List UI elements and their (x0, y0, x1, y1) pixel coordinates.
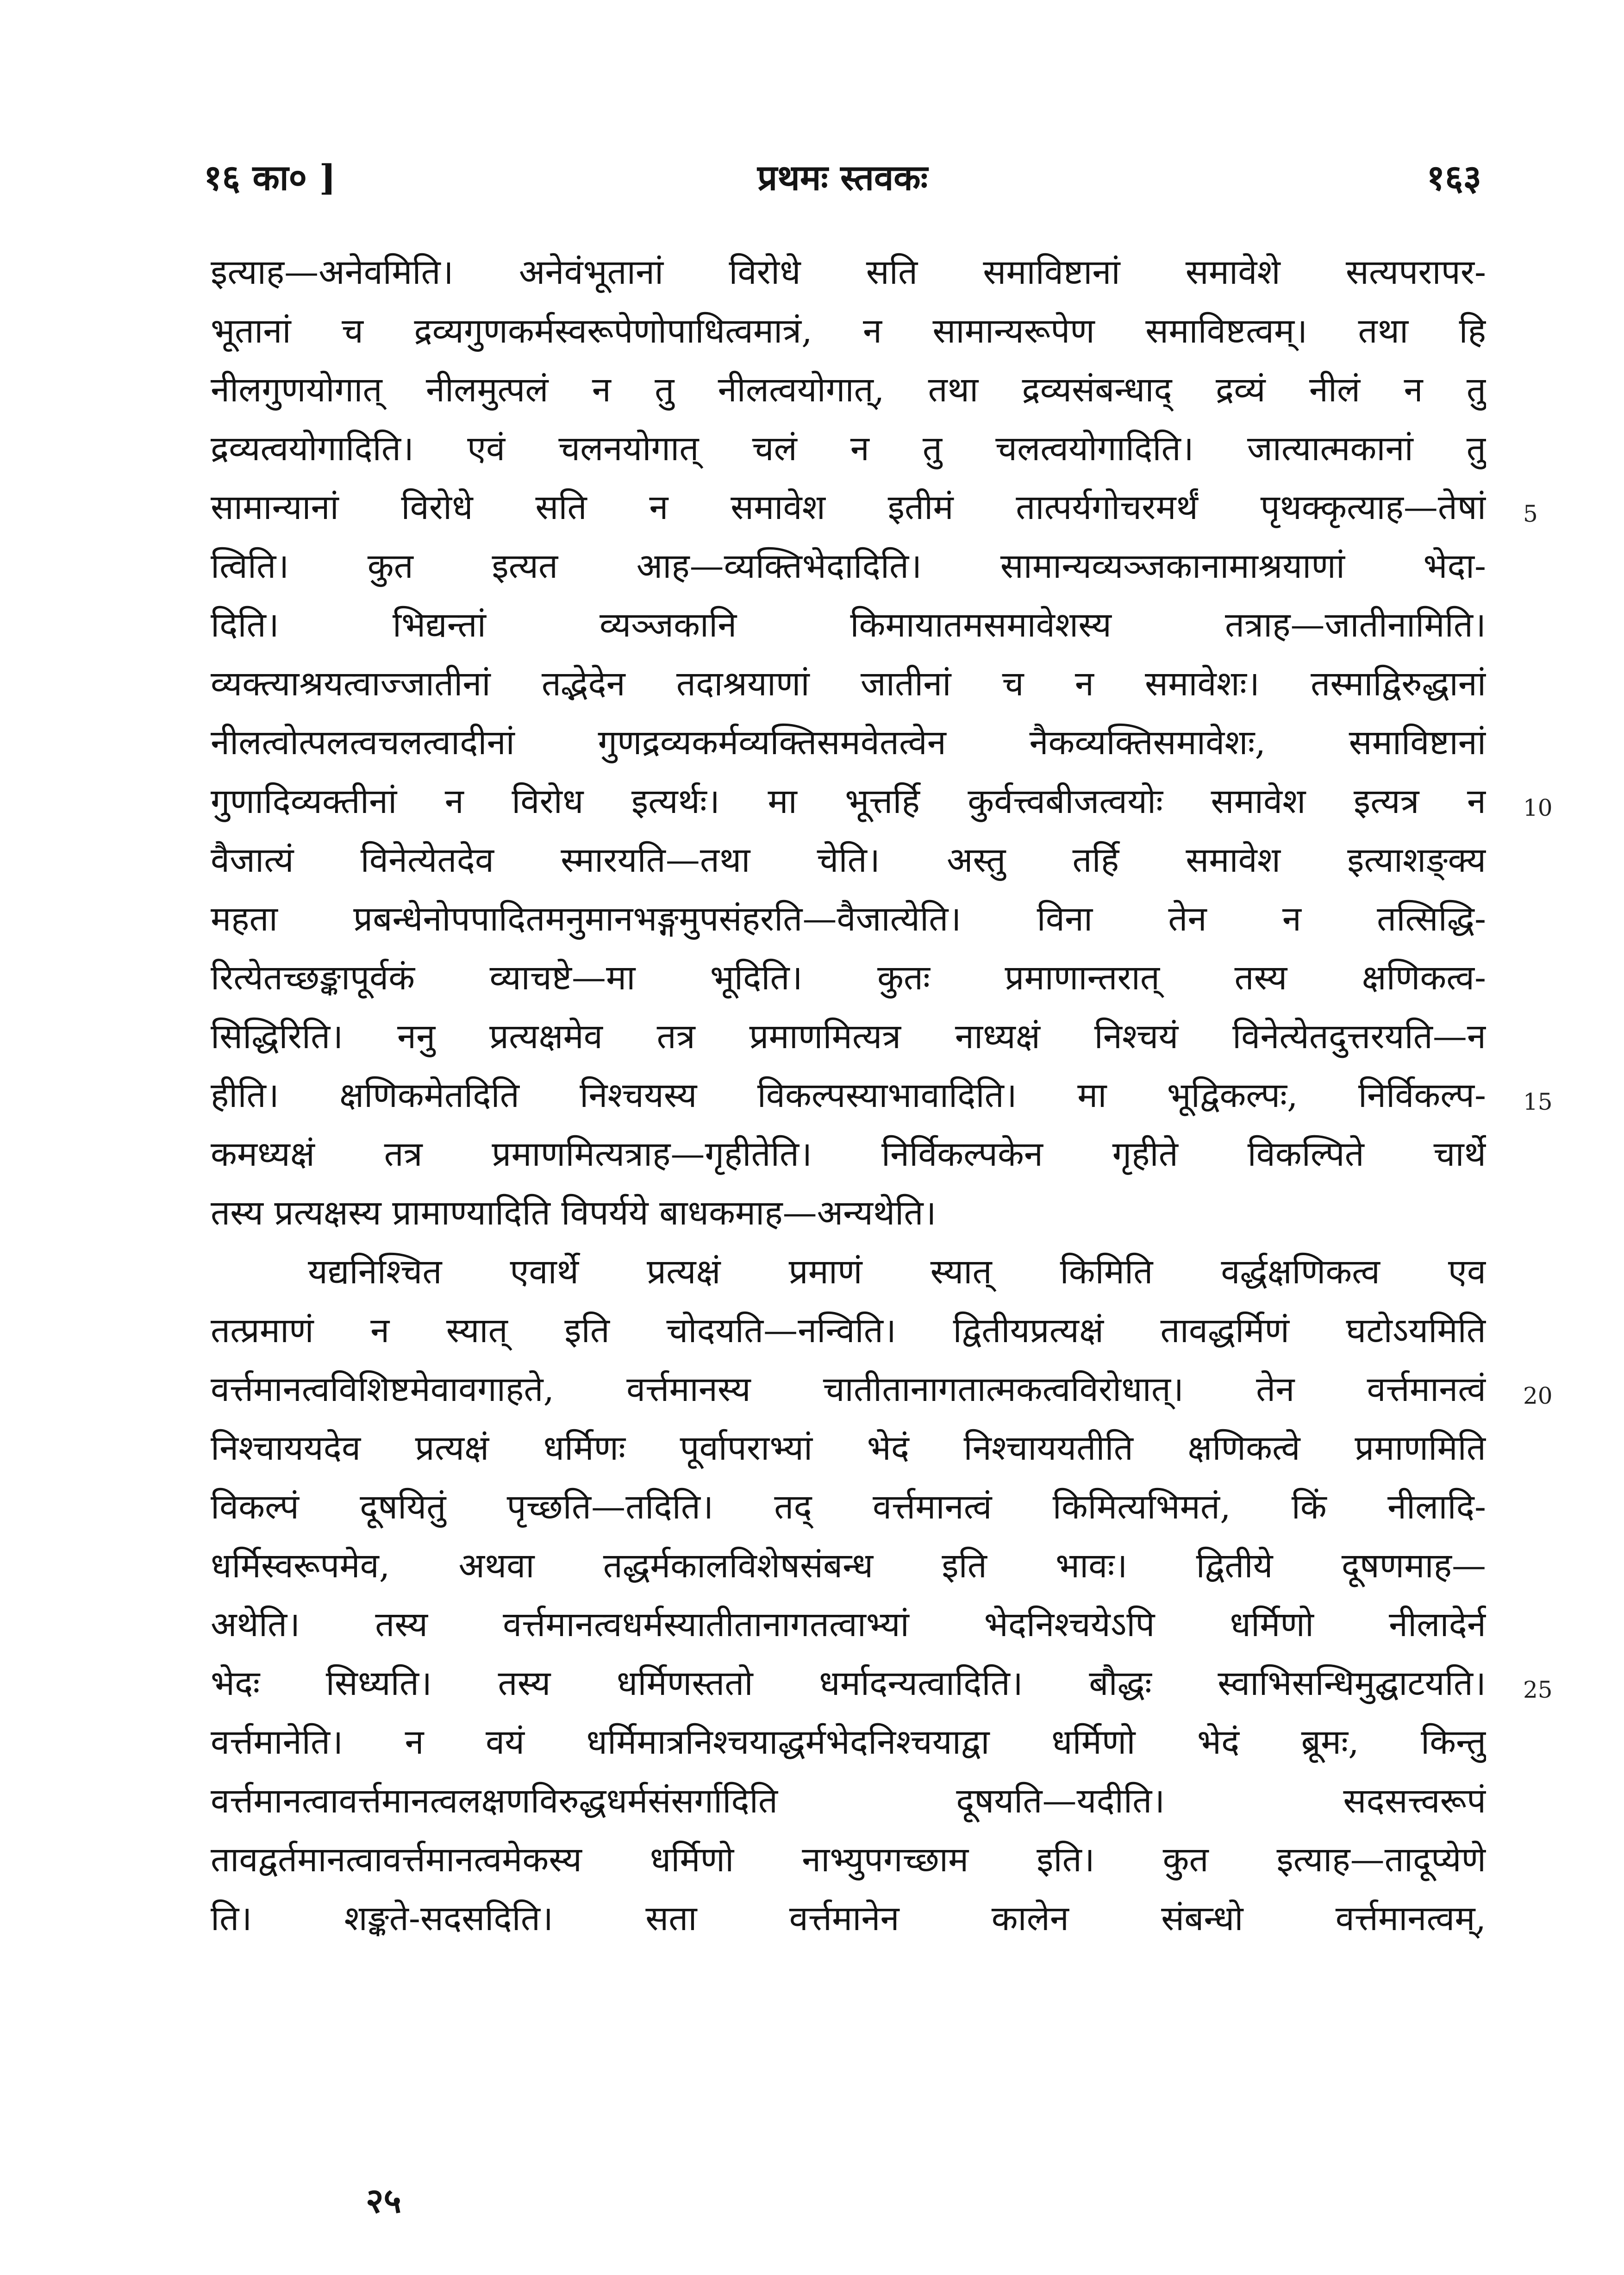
text-line: कमध्यक्षं तत्र प्रमाणमित्यत्राह—गृहीतेति। निर्विकल्पकेन गृहीते विकल्पिते चार्थे (211, 1134, 1486, 1174)
text-line: इत्याह—अनेवमिति। अनेवंभूतानां विरोधे सति समाविष्टानां समावेशे सत्यपरापर- (211, 252, 1486, 292)
text-line: तस्य प्रत्यक्षस्य प्रामाण्यादिति विपर्यये बाधकमाह—अन्यथेति। (211, 1193, 937, 1233)
running-title: प्रथमः स्तवकः (757, 157, 928, 198)
text-line: तावद्वर्तमानत्वावर्त्तमानत्वमेकस्य धर्मिणो नाभ्युपगच्छाम इति। कुत इत्याह—तादूप्येणे (211, 1840, 1486, 1880)
line-number: 25 (1523, 1676, 1553, 1703)
text-line: धर्मिस्वरूपमेव, अथवा तद्धर्मकालविशेषसंबन्ध इति भावः। द्वितीये दूषणमाह— (211, 1546, 1486, 1586)
text-line: गुणादिव्यक्तीनां न विरोध इत्यर्थः। मा भूत्तर्हि कुर्वत्त्वबीजत्वयोः समावेश इत्यत्र न (211, 781, 1486, 821)
page-number: १६३ (1426, 157, 1481, 198)
text-line: नीलत्वोत्पलत्वचलत्वादीनां गुणद्रव्यकर्मव्यक्तिसमवेतत्वेन नैकव्यक्तिसमावेशः, समाविष्टानां (211, 723, 1486, 762)
text-line: वर्त्तमानत्वावर्त्तमानत्वलक्षणविरुद्धधर्मसंसर्गादिति दूषयति—यदीति। सदसत्त्वरूपं (211, 1781, 1486, 1821)
text-line: व्यक्त्याश्रयत्वाज्जातीनां तद्भेदेन तदाश्रयाणां जातीनां च न समावेशः। तस्माद्विरुद्धानां (211, 664, 1486, 704)
text-line: रित्येतच्छङ्कापूर्वकं व्याचष्टे—मा भूदिति। कुतः प्रमाणान्तरात् तस्य क्षणिकत्व- (211, 958, 1486, 998)
text-line: द्रव्यत्वयोगादिति। एवं चलनयोगात् चलं न तु चलत्वयोगादिति। जात्यात्मकानां तु (211, 429, 1486, 469)
text-line: हीति। क्षणिकमेतदिति निश्चयस्य विकल्पस्याभावादिति। मा भूद्विकल्पः, निर्विकल्प- (211, 1075, 1486, 1115)
signature-mark: २५ (366, 2181, 401, 2221)
text-line: विकल्पं दूषयितुं पृच्छति—तदिति। तद् वर्त्तमानत्वं किमित्यभिमतं, किं नीलादि- (211, 1487, 1486, 1527)
line-number: 20 (1523, 1382, 1553, 1409)
text-line: महता प्रबन्धेनोपपादितमनुमानभङ्गमुपसंहरति—वैजात्येति। विना तेन न तत्सिद्धि- (211, 899, 1486, 939)
text-line: अथेति। तस्य वर्त्तमानत्वधर्मस्यातीतानागतत्वाभ्यां भेदनिश्चयेऽपि धर्मिणो नीलादेर्न (211, 1605, 1486, 1644)
text-line: भेदः सिध्यति। तस्य धर्मिणस्ततो धर्मादन्यत्वादिति। बौद्धः स्वाभिसन्धिमुद्घाटयति। (211, 1663, 1486, 1703)
text-line: तत्प्रमाणं न स्यात् इति चोदयति—नन्विति। द्वितीयप्रत्यक्षं तावद्धर्मिणं घटोऽयमिति (211, 1311, 1486, 1350)
text-line: वर्त्तमानत्वविशिष्टमेवावगाहते, वर्त्तमानस्य चातीतानागतात्मकत्वविरोधात्। तेन वर्त्तमानत्वं (211, 1369, 1486, 1409)
text-line: त्विति। कुत इत्यत आह—व्यक्तिभेदादिति। सामान्यव्यञ्जकानामाश्रयाणां भेदा- (211, 546, 1486, 586)
text-line: सिद्धिरिति। ननु प्रत्यक्षमेव तत्र प्रमाणमित्यत्र नाध्यक्षं निश्चयं विनेत्येतदुत्तरयति—न (211, 1017, 1486, 1056)
text-line: सामान्यानां विरोधे सति न समावेश इतीमं तात्पर्यगोचरमर्थं पृथक्कृत्याह—तेषां (211, 488, 1486, 527)
text-line: नीलगुणयोगात् नीलमुत्पलं न तु नीलत्वयोगात्, तथा द्रव्यसंबन्धाद् द्रव्यं नीलं न तु (211, 370, 1486, 410)
text-line: वैजात्यं विनेत्येतदेव स्मारयति—तथा चेति। अस्तु तर्हि समावेश इत्याशङ्क्य (211, 840, 1486, 880)
chapter-reference: १६ का० ] (204, 157, 336, 198)
text-line: वर्त्तमानेति। न वयं धर्मिमात्रनिश्चयाद्धर्मभेदनिश्चयाद्वा धर्मिणो भेदं ब्रूमः, किन्तु (211, 1722, 1486, 1762)
text-line: ति। शङ्कते-सदसदिति। सता वर्त्तमानेन कालेन संबन्धो वर्त्तमानत्वम्, (211, 1899, 1486, 1938)
text-line: यद्यनिश्चित एवार्थे प्रत्यक्षं प्रमाणं स्यात् किमिति वर्द्धक्षणिकत्व एव (308, 1252, 1486, 1292)
line-number: 5 (1523, 500, 1538, 527)
text-line: निश्चाययदेव प्रत्यक्षं धर्मिणः पूर्वापराभ्यां भेदं निश्चाययतीति क्षणिकत्वे प्रमाणमिति (211, 1428, 1486, 1468)
commentary-text (211, 243, 1486, 1948)
line-number: 15 (1523, 1088, 1553, 1115)
text-line: दिति। भिद्यन्तां व्यञ्जकानि किमायातमसमावेशस्य तत्राह—जातीनामिति। (211, 605, 1486, 645)
line-number: 10 (1523, 794, 1553, 821)
text-line: भूतानां च द्रव्यगुणकर्मस्वरूपेणोपाधित्वमात्रं, न सामान्यरूपेण समाविष्टत्वम्। तथा हि (211, 311, 1486, 351)
page-header (204, 153, 1481, 199)
